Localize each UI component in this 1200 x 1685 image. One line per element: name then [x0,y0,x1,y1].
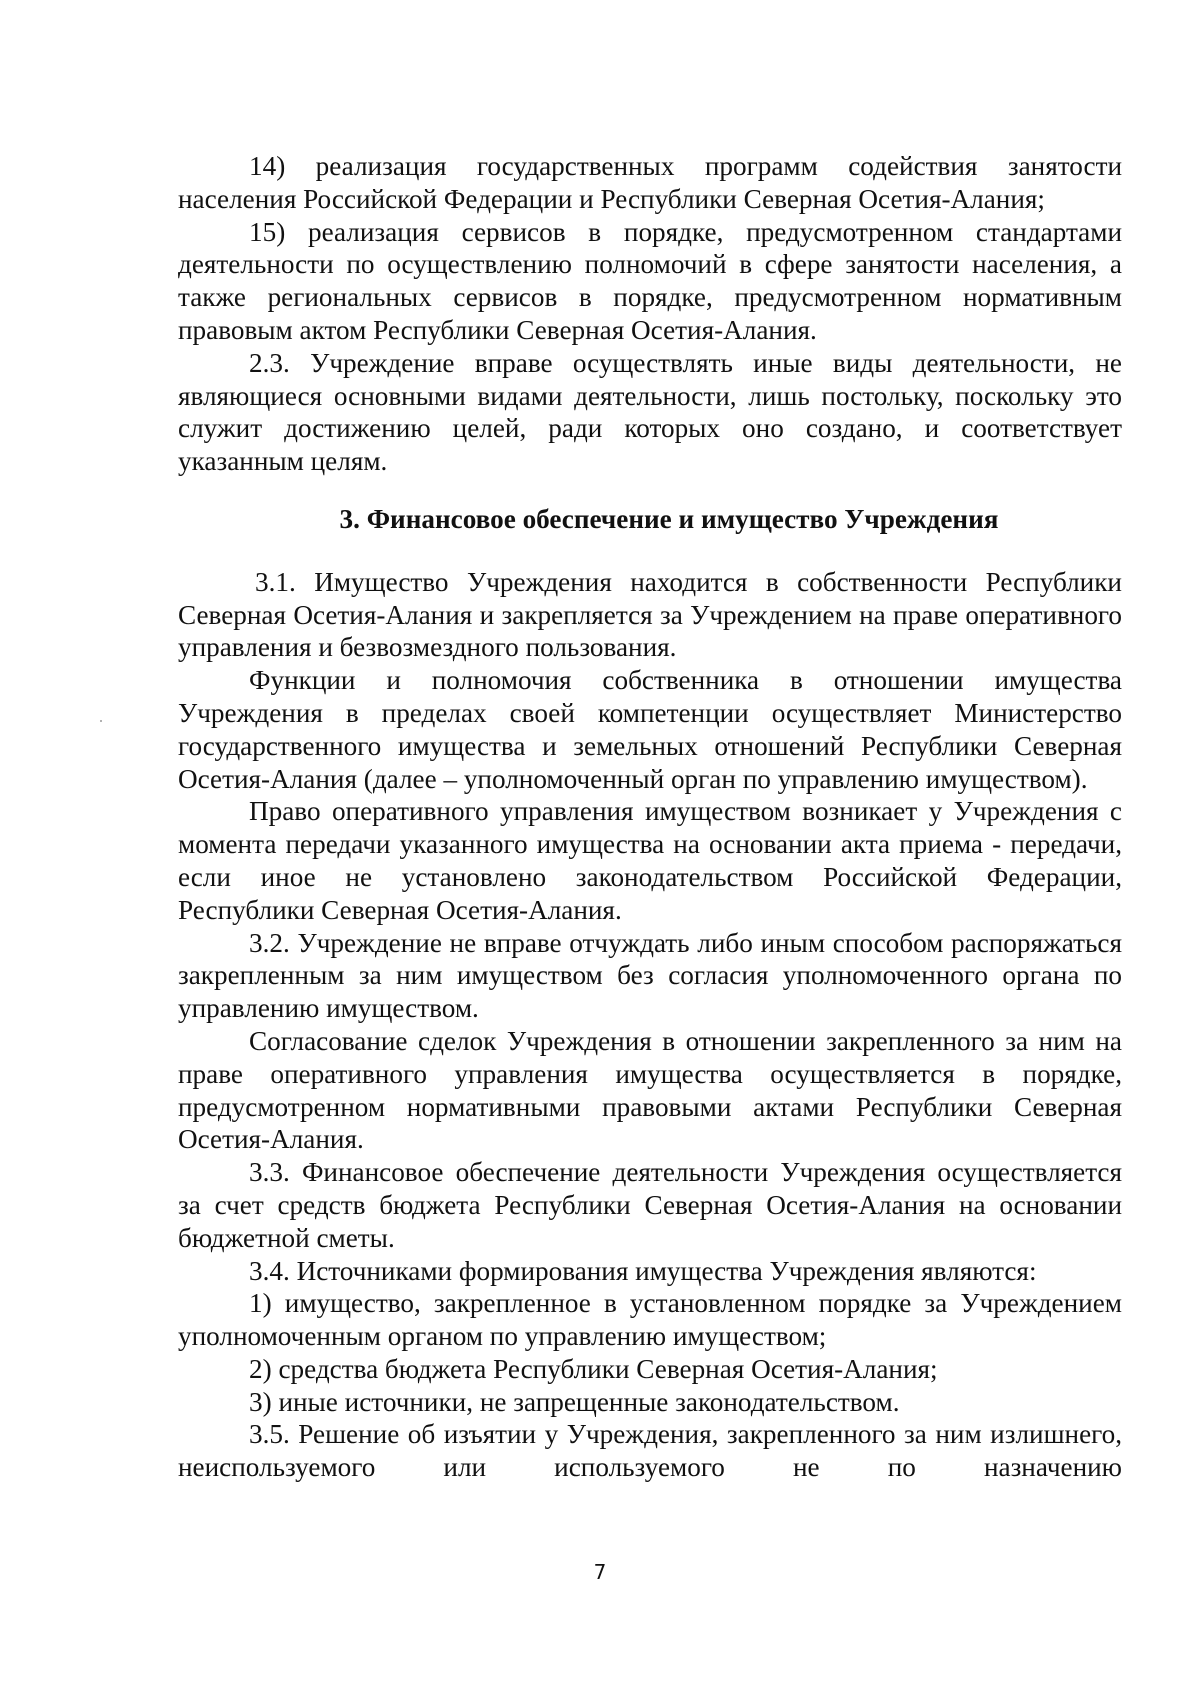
paragraph-3-2: 3.2. Учреждение не вправе отчуждать либо иным способом распоряжаться закрепленным за ним имуществом без согласия уполномоченного органа по управлению имуществом. [178,927,1122,1024]
list-item-2: 2) средства бюджета Республики Северная Осетия-Алания; [249,1353,938,1384]
list-item-3: 3) иные источники, не запрещенные законодательством. [249,1386,900,1417]
paragraph-item-15: 15) реализация сервисов в порядке, предусмотренном стандартами деятельности по осуществлению полномочий в сфере занятости населения, а также региональных сервисов в порядке, предусмотренном нормативным правовым актом Республики Северная Осетия-Алания. [178,216,1122,345]
list-item-1: 1) имущество, закрепленное в установленном порядке за Учреждением уполномоченным органом по управлению имуществом; [178,1288,1122,1352]
paragraph-owner-functions: Функции и полномочия собственника в отношении имущества Учреждения в пределах своей компетенции осуществляет Министерство государственного имущества и земельных отношений Республики Северная Осетия-Алания (далее – уполномоченный орган по управлению имуществом). [178,665,1122,794]
paragraph-deal-approval: Согласование сделок Учреждения в отношении закрепленного за ним на праве оперативного управления имущества осуществляется в порядке, предусмотренном нормативными правовыми актами Республики Северная Осетия-Алания. [178,1025,1122,1155]
paragraph-3-1: 3.1. Имущество Учреждения находится в собственности Республики Северная Осетия-Алания и закрепляется за Учреждением на праве оперативного управления и безвозмездного пользования. [178,566,1122,663]
paragraph-2-3: 2.3. Учреждение вправе осуществлять иные виды деятельности, не являющиеся основными видами деятельности, лишь постольку, поскольку это служит достижению целей, ради которых оно создано, и соответствует указанным целям. [178,347,1122,477]
paragraph-3-4: 3.4. Источниками формирования имущества Учреждения являются: [249,1255,1037,1286]
paragraph-operational-management: Право оперативного управления имуществом возникает у Учреждения с момента передачи указанного имущества на основании акта приема - передачи, если иное не установлено законодательством Российской Федерации, Республики Северная Осетия-Алания. [178,796,1122,925]
paragraph-3-5: 3.5. Решение об изъятии у Учреждения, закрепленного за ним излишнего, неиспользуемого или используемого не по назначению [178,1419,1122,1483]
scan-speck [100,720,102,722]
section-heading: 3. Финансовое обеспечение и имущество Учреждения [339,503,999,534]
page-number: 7 [593,1560,607,1584]
paragraph-item-14: 14) реализация государственных программ содействия занятости населения Российской Федерации и Республики Северная Осетия-Алания; [178,151,1122,214]
paragraph-3-3: 3.3. Финансовое обеспечение деятельности Учреждения осуществляется за счет средств бюджета Республики Северная Осетия-Алания на основании бюджетной сметы. [178,1157,1122,1253]
page-body [178,150,1122,1484]
